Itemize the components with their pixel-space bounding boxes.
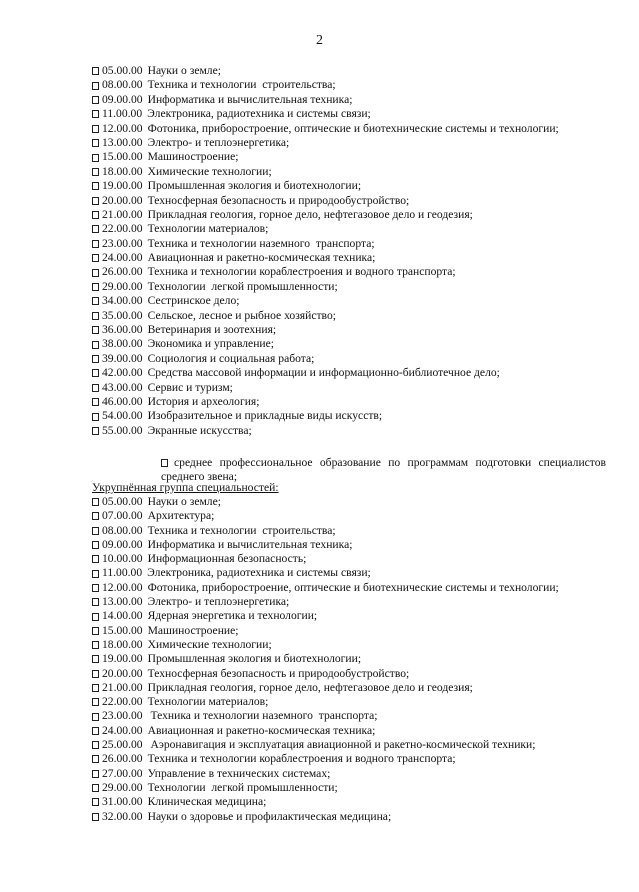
- checkbox-icon: [92, 355, 99, 363]
- checkbox-icon: [92, 813, 99, 821]
- list-item: [92, 566, 622, 580]
- list-item: [92, 136, 622, 150]
- list-item: [92, 78, 622, 92]
- specialty-list-bottom: [92, 495, 622, 824]
- specialty-name: Техносферная безопасность и природообустройство;: [147, 666, 410, 680]
- specialty-code: 25.00.00: [102, 738, 143, 752]
- specialty-name: Управление в технических системах;: [147, 766, 331, 780]
- specialty-name: Аэронавигация и эксплуатация авиационной и ракетно-космической техники;: [147, 738, 536, 752]
- specialty-name: Техника и технологии строительства;: [147, 523, 336, 537]
- list-item: [92, 695, 622, 709]
- specialty-name: Клиническая медицина;: [147, 795, 267, 809]
- list-item: [92, 810, 622, 824]
- specialty-name: Авиационная и ракетно-космическая техника;: [147, 723, 376, 737]
- list-item: [92, 280, 622, 294]
- specialty-name: Сервис и туризм;: [147, 380, 233, 394]
- checkbox-icon: [92, 139, 99, 147]
- list-item: [92, 509, 622, 523]
- list-item: [92, 795, 622, 809]
- specialty-code: 08.00.00: [102, 78, 143, 92]
- list-item: [92, 752, 622, 766]
- checkbox-icon: [92, 498, 99, 506]
- list-item: [92, 237, 622, 251]
- specialty-code: 26.00.00: [102, 265, 143, 279]
- specialty-name: Изобразительное и прикладные виды искусств;: [147, 409, 383, 423]
- specialty-name: Науки о здоровье и профилактическая медицина;: [147, 809, 392, 823]
- specialty-code: 05.00.00: [102, 64, 143, 77]
- list-item: [92, 424, 622, 438]
- specialty-code: 35.00.00: [102, 308, 143, 322]
- checkbox-icon: [92, 598, 99, 606]
- specialty-name: Технологии материалов;: [147, 222, 269, 236]
- list-item: [92, 609, 622, 623]
- specialty-code: 23.00.00: [102, 709, 143, 723]
- list-item: [92, 93, 622, 107]
- list-item: [92, 265, 622, 279]
- specialty-name: Техника и технологии строительства;: [147, 78, 336, 92]
- specialty-code: 27.00.00: [102, 766, 143, 780]
- list-item: [92, 352, 622, 366]
- specialty-code: 12.00.00: [102, 580, 143, 594]
- list-item: [92, 581, 622, 595]
- specialty-name: Ядерная энергетика и технологии;: [147, 609, 318, 623]
- checkbox-icon: [92, 211, 99, 219]
- specialty-name: Машиностроение;: [147, 150, 239, 164]
- specialty-code: 26.00.00: [102, 752, 143, 766]
- checkbox-icon: [92, 225, 99, 233]
- list-item: [92, 381, 622, 395]
- specialty-code: 24.00.00: [102, 723, 143, 737]
- specialty-code: 12.00.00: [102, 121, 143, 135]
- list-item: [92, 179, 622, 193]
- checkbox-icon: [92, 312, 99, 320]
- checkbox-icon: [92, 784, 99, 792]
- list-item: [92, 624, 622, 638]
- specialty-code: 11.00.00: [102, 107, 143, 121]
- specialty-code: 23.00.00: [102, 236, 143, 250]
- specialty-name: Информатика и вычислительная техника;: [147, 92, 353, 106]
- specialty-code: 07.00.00: [102, 509, 143, 523]
- specialty-code: 29.00.00: [102, 279, 143, 293]
- list-item: [92, 781, 622, 795]
- specialty-code: 20.00.00: [102, 666, 143, 680]
- specialty-name: Химические технологии;: [147, 637, 272, 651]
- specialty-code: 18.00.00: [102, 164, 143, 178]
- checkbox-icon: [92, 413, 99, 421]
- specialty-code: 15.00.00: [102, 150, 143, 164]
- checkbox-icon: [92, 110, 99, 118]
- specialty-name: Промышленная экология и биотехнологии;: [147, 179, 362, 193]
- specialty-name: Социология и социальная работа;: [147, 351, 315, 365]
- specialty-name: Экономика и управление;: [147, 337, 274, 351]
- list-item: [92, 294, 622, 308]
- specialty-name: Электро- и теплоэнергетика;: [147, 135, 290, 149]
- specialty-code: 21.00.00: [102, 207, 143, 221]
- list-item: [92, 652, 622, 666]
- list-item: [92, 222, 622, 236]
- checkbox-icon: [92, 684, 99, 692]
- specialty-code: 54.00.00: [102, 409, 143, 423]
- checkbox-icon: [92, 670, 99, 678]
- checkbox-icon: [92, 369, 99, 377]
- checkbox-icon: [92, 655, 99, 663]
- specialty-code: 31.00.00: [102, 795, 143, 809]
- specialty-name: Техника и технологии наземного транспорта;: [147, 236, 375, 250]
- checkbox-icon: [92, 297, 99, 305]
- checkbox-icon: [92, 125, 99, 133]
- specialty-code: 10.00.00: [102, 552, 143, 566]
- checkbox-icon: [92, 770, 99, 778]
- checkbox-icon: [92, 384, 99, 392]
- list-item: [92, 724, 622, 738]
- list-item: [92, 767, 622, 781]
- specialty-code: 20.00.00: [102, 193, 143, 207]
- specialty-code: 13.00.00: [102, 135, 143, 149]
- specialty-name: Химические технологии;: [147, 164, 272, 178]
- specialty-code: 14.00.00: [102, 609, 143, 623]
- specialty-code: 34.00.00: [102, 294, 143, 308]
- list-item: [92, 595, 622, 609]
- specialty-code: 09.00.00: [102, 92, 143, 106]
- checkbox-icon: [92, 713, 99, 721]
- list-item: [92, 251, 622, 265]
- specialty-name: Электро- и теплоэнергетика;: [147, 595, 290, 609]
- education-level-line2: среднего звена;: [161, 470, 238, 484]
- checkbox-icon: [92, 698, 99, 706]
- list-item: [92, 337, 622, 351]
- list-item: [92, 165, 622, 179]
- section-heading: Укрупнённая группа специальностей:: [92, 481, 279, 494]
- specialty-code: 05.00.00: [102, 495, 143, 508]
- specialty-code: 43.00.00: [102, 380, 143, 394]
- list-item: [92, 64, 622, 78]
- checkbox-icon: [92, 613, 99, 621]
- checkbox-icon: [92, 82, 99, 90]
- checkbox-icon: [92, 67, 99, 75]
- specialty-name: Электроника, радиотехника и системы связи;: [147, 107, 371, 121]
- specialty-code: 15.00.00: [102, 623, 143, 637]
- list-item: [92, 667, 622, 681]
- checkbox-icon: [92, 154, 99, 162]
- list-item: [92, 107, 622, 121]
- specialty-name: Сестринское дело;: [147, 294, 240, 308]
- specialty-code: 18.00.00: [102, 637, 143, 651]
- list-item: [92, 194, 622, 208]
- page-number: 2: [316, 33, 323, 48]
- specialty-list-top: [92, 64, 622, 438]
- specialty-code: 22.00.00: [102, 222, 143, 236]
- specialty-name: Техника и технологии наземного транспорта;: [147, 709, 378, 723]
- checkbox-icon: [161, 459, 168, 467]
- specialty-name: Архитектура;: [147, 509, 215, 523]
- specialty-name: Технологии материалов;: [147, 695, 269, 709]
- specialty-name: Техносферная безопасность и природообустройство;: [147, 193, 410, 207]
- education-level-line1: среднее профессиональное образование по программам подготовки специалистов: [174, 456, 606, 469]
- specialty-code: 11.00.00: [102, 566, 143, 580]
- specialty-name: Средства массовой информации и информационно-библиотечное дело;: [147, 366, 500, 380]
- specialty-name: История и археология;: [147, 394, 260, 408]
- list-item: [92, 208, 622, 222]
- specialty-code: 24.00.00: [102, 251, 143, 265]
- specialty-code: 08.00.00: [102, 523, 143, 537]
- checkbox-icon: [92, 527, 99, 535]
- specialty-code: 38.00.00: [102, 337, 143, 351]
- list-item: [92, 524, 622, 538]
- specialty-code: 09.00.00: [102, 537, 143, 551]
- checkbox-icon: [92, 555, 99, 563]
- checkbox-icon: [92, 755, 99, 763]
- specialty-code: 42.00.00: [102, 366, 143, 380]
- list-item: [92, 323, 622, 337]
- specialty-name: Фотоника, приборостроение, оптические и биотехнические системы и технологии;: [147, 580, 559, 594]
- checkbox-icon: [92, 269, 99, 277]
- specialty-name: Техника и технологии кораблестроения и водного транспорта;: [147, 265, 456, 279]
- list-item: [92, 738, 622, 752]
- specialty-name: Машиностроение;: [147, 623, 239, 637]
- list-item: [92, 681, 622, 695]
- checkbox-icon: [92, 182, 99, 190]
- checkbox-icon: [92, 512, 99, 520]
- list-item: [92, 495, 622, 509]
- checkbox-icon: [92, 570, 99, 578]
- list-item: [92, 709, 622, 723]
- list-item: [92, 395, 622, 409]
- list-item: [92, 309, 622, 323]
- specialty-name: Ветеринария и зоотехния;: [147, 323, 277, 337]
- list-item: [92, 122, 622, 136]
- checkbox-icon: [92, 798, 99, 806]
- checkbox-icon: [92, 341, 99, 349]
- specialty-code: 13.00.00: [102, 595, 143, 609]
- checkbox-icon: [92, 398, 99, 406]
- specialty-name: Информатика и вычислительная техника;: [147, 537, 353, 551]
- specialty-code: 32.00.00: [102, 809, 143, 823]
- specialty-name: Науки о земле;: [147, 64, 221, 77]
- specialty-name: Технологии легкой промышленности;: [147, 780, 338, 794]
- specialty-name: Электроника, радиотехника и системы связи;: [147, 566, 371, 580]
- specialty-code: 19.00.00: [102, 179, 143, 193]
- specialty-name: Экранные искусства;: [147, 423, 252, 437]
- specialty-code: 21.00.00: [102, 680, 143, 694]
- checkbox-icon: [92, 240, 99, 248]
- list-item: [92, 552, 622, 566]
- specialty-name: Авиационная и ракетно-космическая техника;: [147, 251, 376, 265]
- checkbox-icon: [92, 168, 99, 176]
- checkbox-icon: [92, 727, 99, 735]
- list-item: [92, 638, 622, 652]
- specialty-name: Информационная безопасность;: [147, 552, 307, 566]
- checkbox-icon: [92, 254, 99, 262]
- specialty-name: Прикладная геология, горное дело, нефтегазовое дело и геодезия;: [147, 207, 473, 221]
- specialty-code: 39.00.00: [102, 351, 143, 365]
- specialty-code: 55.00.00: [102, 423, 143, 437]
- specialty-name: Науки о земле;: [147, 495, 221, 508]
- specialty-code: 46.00.00: [102, 394, 143, 408]
- specialty-code: 36.00.00: [102, 323, 143, 337]
- list-item: [92, 538, 622, 552]
- specialty-name: Фотоника, приборостроение, оптические и биотехнические системы и технологии;: [147, 121, 559, 135]
- specialty-name: Прикладная геология, горное дело, нефтегазовое дело и геодезия;: [147, 680, 473, 694]
- checkbox-icon: [92, 427, 99, 435]
- checkbox-icon: [92, 627, 99, 635]
- checkbox-icon: [92, 541, 99, 549]
- specialty-code: 29.00.00: [102, 780, 143, 794]
- checkbox-icon: [92, 197, 99, 205]
- checkbox-icon: [92, 283, 99, 291]
- specialty-name: Промышленная экология и биотехнологии;: [147, 652, 362, 666]
- specialty-code: 22.00.00: [102, 695, 143, 709]
- list-item: [92, 150, 622, 164]
- checkbox-icon: [92, 326, 99, 334]
- list-item: [92, 366, 622, 380]
- checkbox-icon: [92, 96, 99, 104]
- specialty-name: Сельское, лесное и рыбное хозяйство;: [147, 308, 336, 322]
- checkbox-icon: [92, 641, 99, 649]
- specialty-code: 19.00.00: [102, 652, 143, 666]
- specialty-name: Технологии легкой промышленности;: [147, 279, 338, 293]
- checkbox-icon: [92, 584, 99, 592]
- list-item: [92, 409, 622, 423]
- checkbox-icon: [92, 741, 99, 749]
- specialty-name: Техника и технологии кораблестроения и водного транспорта;: [147, 752, 456, 766]
